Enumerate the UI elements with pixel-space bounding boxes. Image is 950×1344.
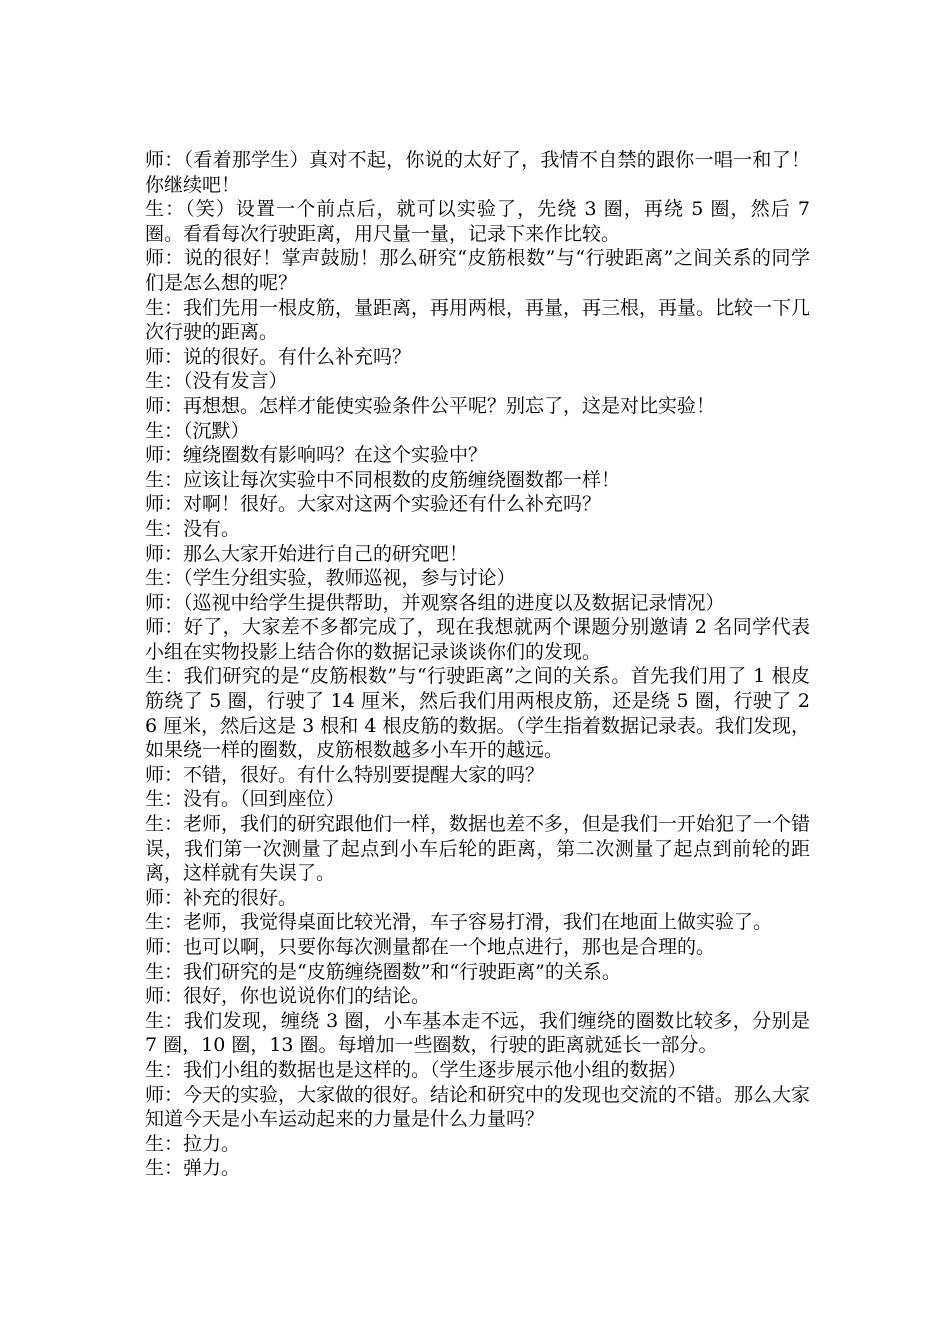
paragraph: 师：缠绕圈数有影响吗？在这个实验中？ [145, 444, 488, 467]
paragraph: 师：很好，你也说说你们的结论。 [145, 985, 431, 1008]
paragraph: 生：弹力。 [145, 1157, 241, 1180]
paragraph: 生：老师，我们的研究跟他们一样，数据也差不多，但是我们一开始犯了一个错误，我们第一次测量了起点到小车后轮的距离，第二次测量了起点到前轮的距离，这样就有失误了。 [145, 813, 811, 885]
paragraph: 生：没有。 [145, 517, 241, 540]
paragraph: 师：今天的实验，大家做的很好。结论和研究中的发现也交流的不错。那么大家知道今天是小车运动起来的力量是什么力量吗？ [145, 1083, 811, 1131]
paragraph: 生：我们研究的是“皮筋缠绕圈数”和“行驶距离”的关系。 [145, 960, 621, 983]
paragraph: 生：拉力。 [145, 1132, 241, 1155]
paragraph: 师：好了，大家差不多都完成了，现在我想就两个课题分别邀请 2 名同学代表小组在实物投影上结合你的数据记录谈谈你们的发现。 [145, 616, 810, 663]
document-body [145, 148, 810, 1181]
paragraph: 生：老师，我觉得桌面比较光滑，车子容易打滑，我们在地面上做实验了。 [145, 911, 773, 934]
paragraph: 生：我们小组的数据也是这样的。（学生逐步展示他小组的数据） [145, 1058, 687, 1081]
paragraph: 生：应该让每次实验中不同根数的皮筋缠绕圈数都一样！ [145, 468, 621, 491]
paragraph: 师：那么大家开始进行自己的研究吧！ [145, 542, 469, 565]
paragraph: 生：（笑）设置一个前点后，就可以实验了，先绕 3 圈，再绕 5 圈，然后 7 圈。看看每次行驶距离，用尺量一量，记录下来作比较。 [145, 198, 810, 245]
paragraph: 师：说的很好！掌声鼓励！那么研究“皮筋根数”与“行驶距离”之间关系的同学们是怎么想的呢？ [145, 247, 810, 294]
paragraph: 生：我们研究的是“皮筋根数”与“行驶距离”之间的关系。首先我们用了 1 根皮筋绕了 5 圈，行驶了 14 厘米，然后我们用两根皮筋，还是绕 5 圈，行驶了 26 厘米，然后这是 3 根和 4 根皮筋的数据。（学生指着数据记录表。我们发现，如果绕一样的圈数，皮筋根数越多小车开的越远。 [145, 665, 810, 762]
paragraph: 生：我们先用一根皮筋，量距离，再用两根，再量，再三根，再量。比较一下几次行驶的距离。 [145, 296, 811, 344]
paragraph: 生：没有。（回到座位） [145, 788, 345, 811]
paragraph: 师：补充的很好。 [145, 886, 298, 909]
paragraph: 生：（学生分组实验，教师巡视，参与讨论） [145, 567, 516, 590]
paragraph: 师：说的很好。有什么补充吗？ [145, 345, 412, 368]
paragraph: 师：再想想。怎样才能使实验条件公平呢？别忘了，这是对比实验！ [145, 394, 716, 417]
paragraph: 师：（看着那学生）真对不起，你说的太好了，我情不自禁的跟你一唱一和了！你继续吧！ [145, 149, 810, 196]
paragraph: 师：也可以啊，只要你每次测量都在一个地点进行，那也是合理的。 [145, 936, 716, 958]
paragraph: 师：不错，很好。有什么特别要提醒大家的吗？ [145, 763, 545, 786]
paragraph: 生：我们发现，缠绕 3 圈，小车基本走不远，我们缠绕的圈数比较多，分别是 7 圈，10 圈，13 圈。每增加一些圈数，行驶的距离就延长一部分。 [145, 1009, 810, 1057]
paragraph: 生：（沉默） [145, 419, 250, 442]
paragraph: 生：（没有发言） [145, 370, 288, 393]
paragraph: 师：对啊！很好。大家对这两个实验还有什么补充吗？ [145, 493, 602, 516]
paragraph: 师：（巡视中给学生提供帮助，并观察各组的进度以及数据记录情况） [145, 591, 725, 614]
